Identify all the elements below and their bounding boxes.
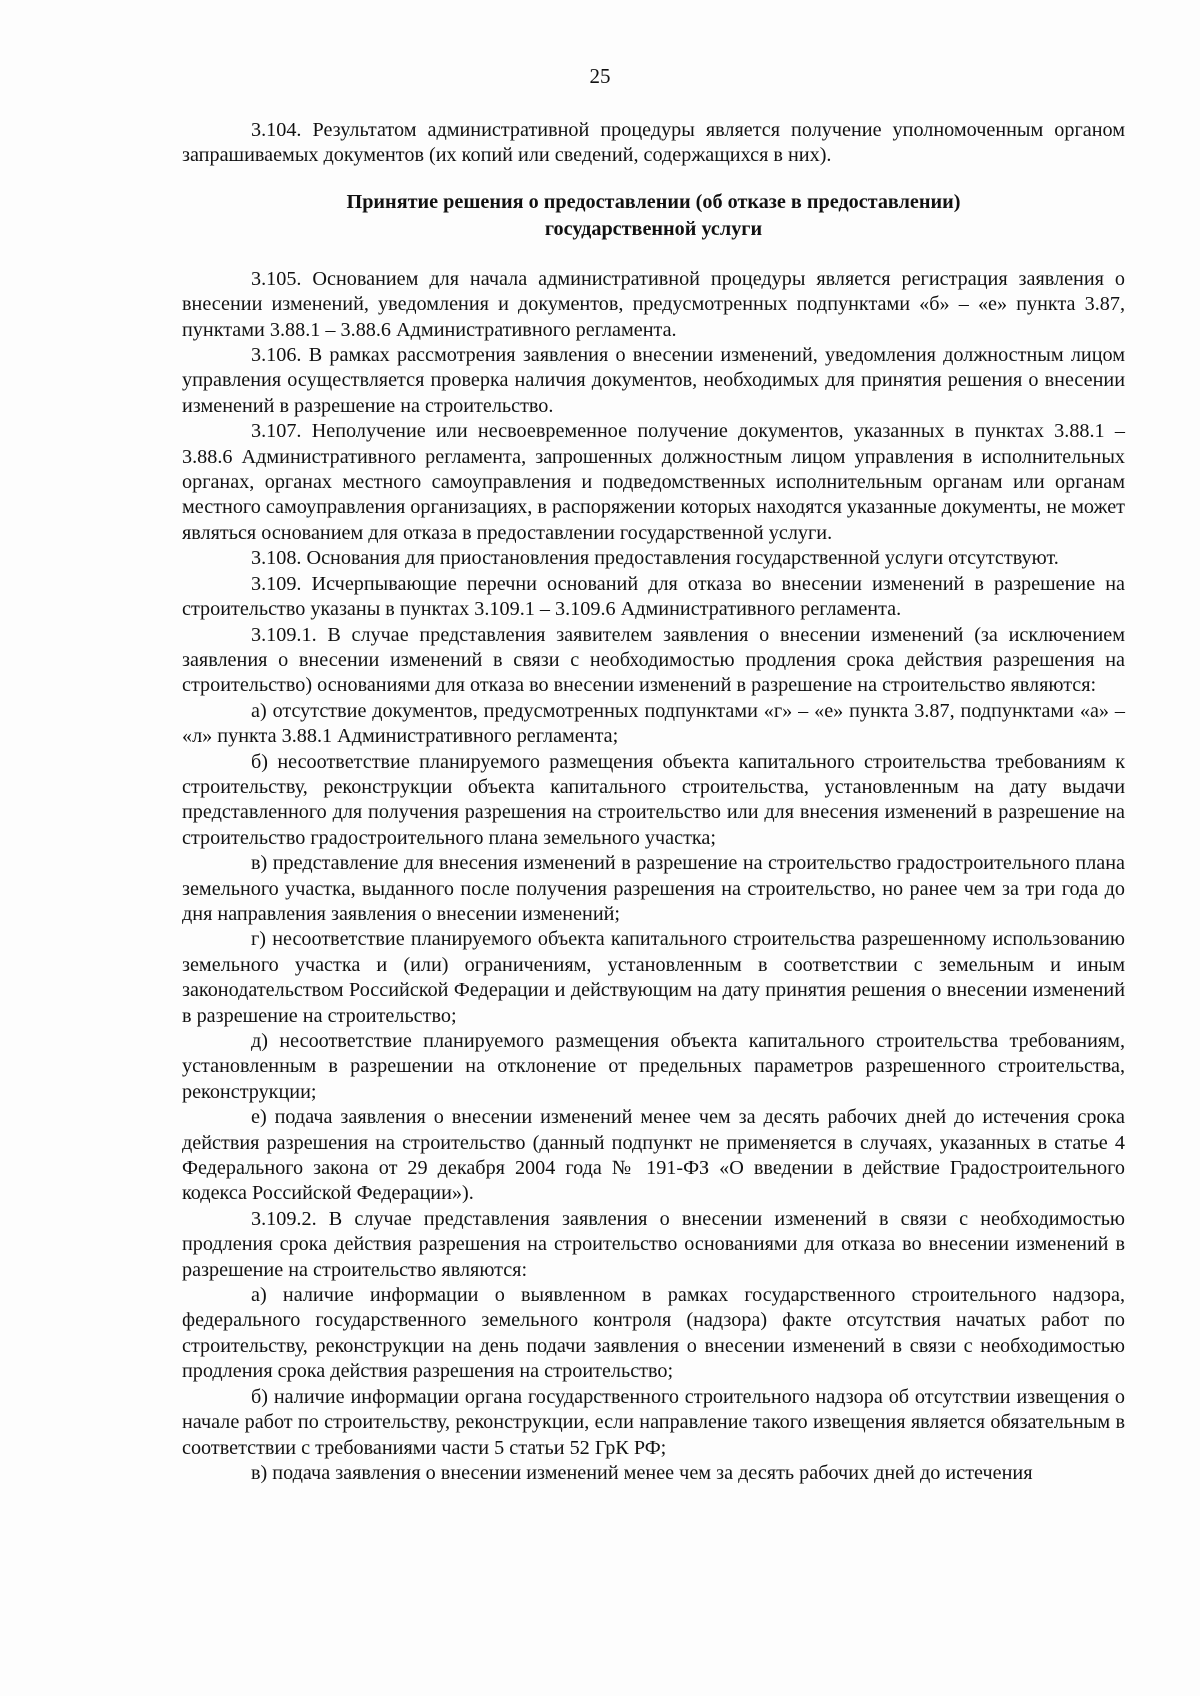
- section-heading-line-1: Принятие решения о предоставлении (об отказе в предоставлении): [346, 190, 961, 213]
- paragraph-3-104: 3.104. Результатом административной процедуры является получение уполномоченным органом запрашиваемых документов (их копий или сведений, содержащихся в них).: [182, 119, 1125, 167]
- list-item-d: д) несоответствие планируемого размещения объекта капитального строительства требованиям, установленным в разрешении на отклонение от предельных параметров разрешенного строительства, реконструкции;: [182, 1030, 1125, 1103]
- section-heading-line-2: государственной услуги: [544, 217, 763, 240]
- list-item-b: б) несоответствие планируемого размещения объекта капитального строительства требованиям к строительству, реконструкции объекта капитального строительства, установленным на дату выдачи представленного для получения разрешения на строительство или для внесения изменений в разрешение на строительство градостроительного плана земельного участка;: [182, 750, 1125, 849]
- paragraph-3-105: 3.105. Основанием для начала административной процедуры является регистрация заявления о внесении изменений, уведомления и документов, предусмотренных подпунктами «б» – «е» пункта 3.87, пунктами 3.88.1 – 3.88.6 Административного регламента.: [182, 267, 1125, 341]
- paragraph-3-108: 3.108. Основания для приостановления предоставления государственной услуги отсутствуют.: [251, 547, 1059, 570]
- list-item-a-2: а) наличие информации о выявленном в рамках государственного строительного надзора, федерального государственного земельного контроля (надзора) факте отсутствия начатых работ по строительству, реконструкции на день подачи заявления о внесении изменений в связи с необходимостью продления срока действия разрешения на строительство;: [182, 1284, 1125, 1383]
- list-item-v: в) представление для внесения изменений в разрешение на строительство градостроительного плана земельного участка, выданного после получения разрешения на строительство, но ранее чем за три года до дня направления заявления о внесении изменений;: [182, 852, 1125, 925]
- list-item-g: г) несоответствие планируемого объекта капитального строительства разрешенному использованию земельного участка и (или) ограничениям, установленным в соответствии с земельным и иным законодательством Российской Федерации и действующим на дату принятия решения о внесении изменений в разрешение на строительство;: [182, 928, 1125, 1027]
- paragraph-3-106: 3.106. В рамках рассмотрения заявления о внесении изменений, уведомления должностным лицом управления осуществляется проверка наличия документов, необходимых для принятия решения о внесении изменений в разрешение на строительство.: [182, 344, 1125, 417]
- list-item-e: е) подача заявления о внесении изменений менее чем за десять рабочих дней до истечения срока действия разрешения на строительство (данный подпункт не применяется в случаях, указанных в статье 4 Федерального закона от 29 декабря 2004 года № 191-ФЗ «О введении в действие Градостроительного кодекса Российской Федерации»).: [182, 1106, 1125, 1205]
- document-body: [182, 118, 1125, 1486]
- list-item-v-2: в) подача заявления о внесении изменений менее чем за десять рабочих дней до истечения: [251, 1461, 1033, 1484]
- paragraph-3-109-1: 3.109.1. В случае представления заявителем заявления о внесении изменений (за исключением заявления о внесении изменений в связи с необходимостью продления срока действия разрешения на строительство) основаниями для отказа во внесении изменений в разрешение на строительство являются:: [182, 623, 1125, 697]
- list-item-b-2: б) наличие информации органа государственного строительного надзора об отсутствии извещения о начале работ по строительству, реконструкции, если направление такого извещения является обязательным в соответствии с требованиями части 5 статьи 52 ГрК РФ;: [182, 1385, 1125, 1459]
- list-item-a: а) отсутствие документов, предусмотренных подпунктами «г» – «е» пункта 3.87, подпунктами «а» – «л» пункта 3.88.1 Административного регламента;: [182, 699, 1125, 748]
- paragraph-3-109-2: 3.109.2. В случае представления заявления о внесении изменений в связи с необходимостью продления срока действия разрешения на строительство основаниями для отказа во внесении изменений в разрешение на строительство являются:: [182, 1207, 1125, 1281]
- page-number: 25: [589, 64, 611, 88]
- paragraph-3-107: 3.107. Неполучение или несвоевременное получение документов, указанных в пунктах 3.88.1 – 3.88.6 Административного регламента, запрошенных должностным лицом управления в исполнительных органах, органах местного самоуправления и подведомственных исполнительным органам или органам местного самоуправления организациях, в распоряжении которых находятся указанные документы, не может являться основанием для отказа в предоставлении государственной услуги.: [182, 420, 1125, 544]
- paragraph-3-109: 3.109. Исчерпывающие перечни оснований для отказа во внесении изменений в разрешение на строительство указаны в пунктах 3.109.1 – 3.109.6 Административного регламента.: [182, 572, 1125, 621]
- section-heading: [182, 189, 1125, 243]
